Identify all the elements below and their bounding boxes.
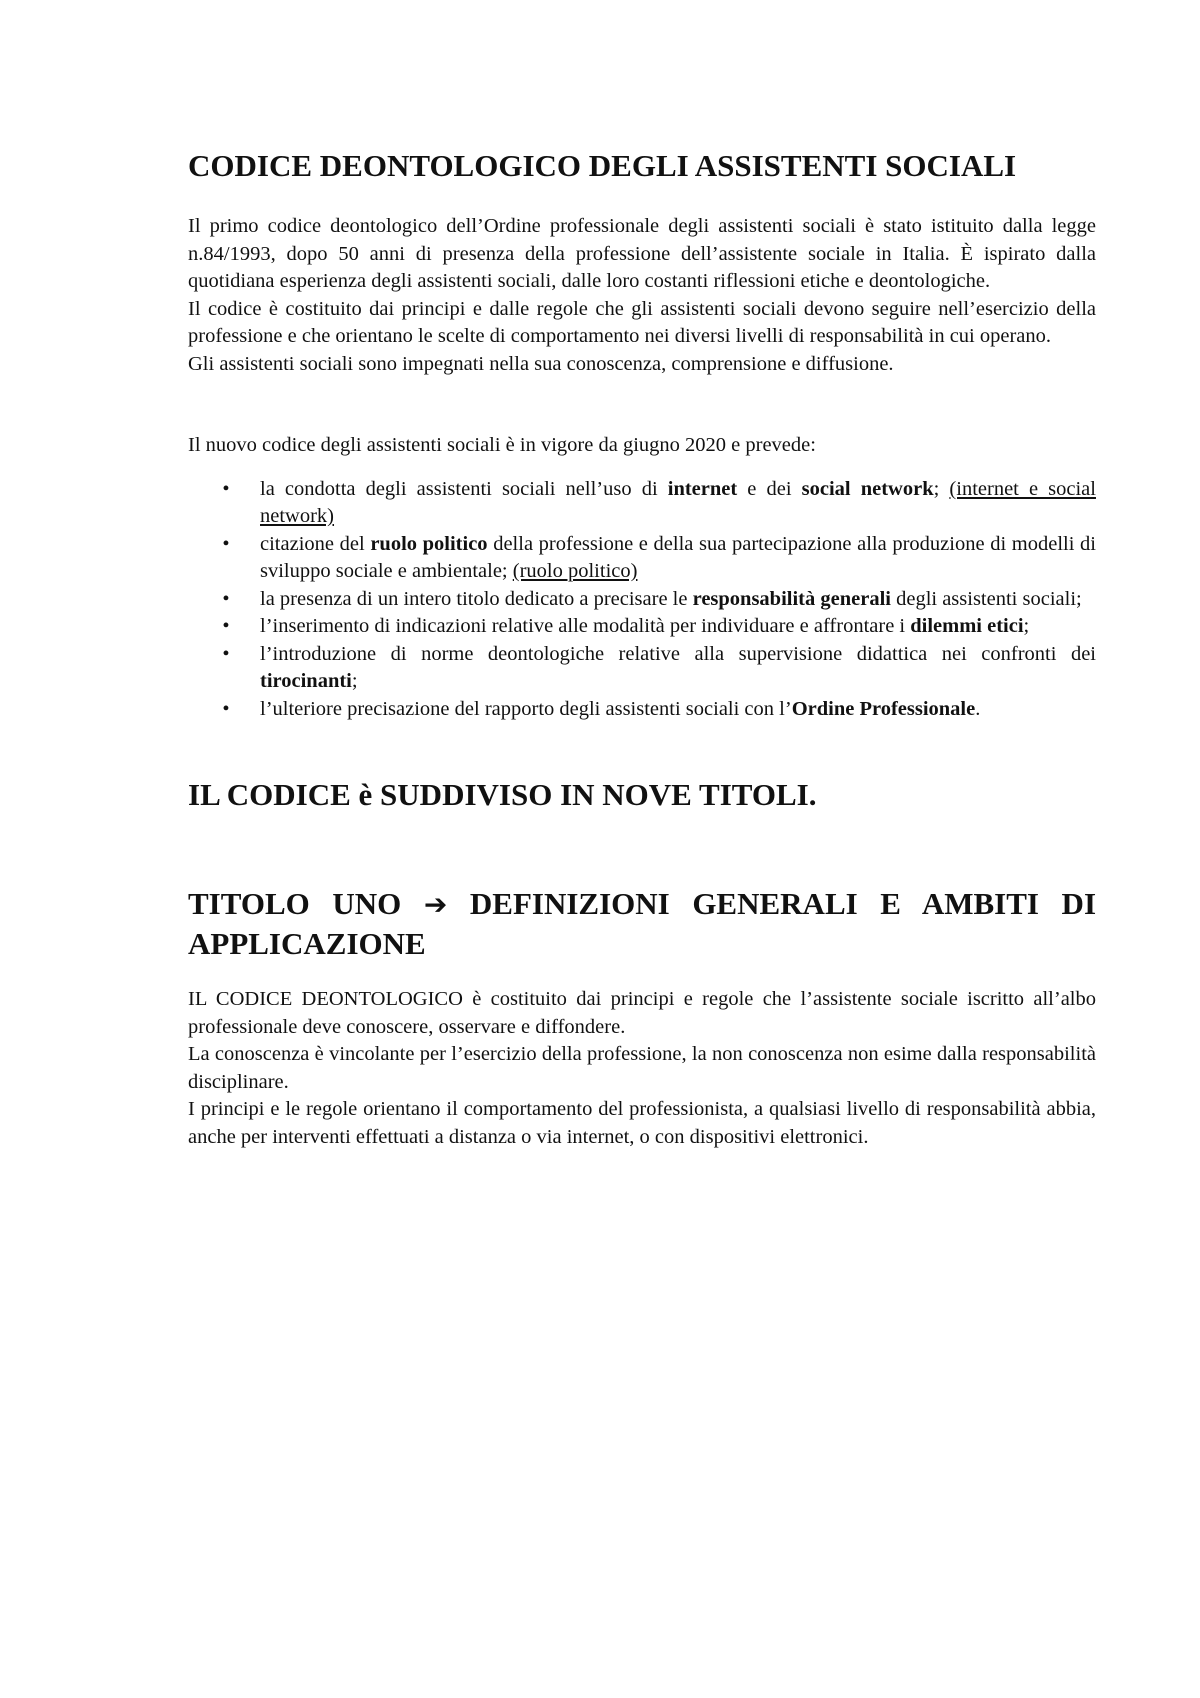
intro-paragraph-1: Il primo codice deontologico dell’Ordine professionale degli assistenti sociali è stato istituito dalla legge n.84/1993, dopo 50 anni di presenza della professione dell’assistente sociale in Italia. È ispirato dalla quotidiana esperienza degli assistenti sociali, dalle loro costanti riflessioni etiche e deontologiche. bbox=[188, 215, 1096, 292]
features-list bbox=[188, 476, 1096, 724]
item-bold: dilemmi etici bbox=[910, 615, 1024, 637]
bullet-icon: • bbox=[222, 697, 230, 720]
list-item bbox=[188, 696, 1096, 724]
list-item bbox=[188, 476, 1096, 531]
item-bold: tirocinanti bbox=[260, 670, 352, 692]
item-text: degli assistenti sociali; bbox=[890, 587, 1082, 610]
item-bold: internet bbox=[667, 477, 738, 500]
bullet-icon: • bbox=[222, 587, 230, 610]
right-arrow-icon: ➔ bbox=[423, 888, 448, 921]
internet-link[interactable]: (internet e social network) bbox=[260, 477, 1096, 527]
item-bold: responsabilità generali bbox=[692, 587, 891, 610]
item-text: della professione e della sua partecipazione alla produzione di modelli di sviluppo sociale e ambientale; bbox=[260, 532, 1097, 582]
item-text: ; bbox=[933, 477, 950, 500]
list-item bbox=[188, 531, 1096, 586]
intro-paragraph-2: Il codice è costituito dai principi e dalle regole che gli assistenti sociali devono seguire nell’esercizio della professione e che orientano le scelte di comportamento nei diversi livelli di responsabilità in cui operano. bbox=[188, 297, 1096, 347]
titolo-uno-paragraph-3: I principi e le regole orientano il comportamento del professionista, a qualsiasi livello di responsabilità abbia, anche per interventi effettuati a distanza o via internet, o con dispositivi elettronici. bbox=[188, 1098, 1096, 1148]
document-title: CODICE DEONTOLOGICO DEGLI ASSISTENTI SOCIALI bbox=[188, 148, 1017, 183]
ruolo-politico-link[interactable]: (ruolo politico) bbox=[512, 560, 638, 582]
item-text: ; bbox=[1023, 615, 1030, 637]
titolo-uno-heading bbox=[188, 884, 1096, 963]
titolo-uno-paragraph-1: IL CODICE DEONTOLOGICO è costituito dai principi e regole che l’assistente sociale iscritto all’albo professionale deve conoscere, osservare e diffondere. bbox=[188, 988, 1096, 1038]
item-bold: ruolo politico bbox=[370, 532, 488, 555]
item-text: ; bbox=[351, 670, 358, 692]
bullet-icon: • bbox=[222, 615, 230, 637]
titolo-uno-prefix: TITOLO UNO bbox=[188, 886, 424, 921]
item-text: l’ulteriore precisazione del rapporto degli assistenti sociali con l’ bbox=[260, 697, 792, 720]
titolo-uno-rest: DEFINIZIONI GENERALI E AMBITI DI APPLICAZIONE bbox=[188, 886, 1097, 961]
intro-paragraph-3: Gli assistenti sociali sono impegnati nella sua conoscenza, comprensione e diffusione. bbox=[188, 352, 894, 375]
item-text: l’inserimento di indicazioni relative alle modalità per individuare e affrontare i bbox=[260, 615, 911, 637]
new-code-lead: Il nuovo codice degli assistenti sociali è in vigore da giugno 2020 e prevede: bbox=[188, 434, 816, 456]
section-title: IL CODICE è SUDDIVISO IN NOVE TITOLI. bbox=[188, 777, 817, 812]
item-text: citazione del bbox=[260, 532, 371, 555]
item-text: e dei bbox=[737, 477, 802, 500]
titolo-uno-paragraph-2: La conoscenza è vincolante per l’esercizio della professione, la non conoscenza non esime dalla responsabilità disciplinare. bbox=[188, 1043, 1096, 1093]
bullet-icon: • bbox=[222, 642, 230, 665]
item-bold: social network bbox=[801, 477, 934, 500]
spacer bbox=[188, 378, 1096, 432]
item-text: l’introduzione di norme deontologiche relative alla supervisione didattica nei confronti dei bbox=[260, 642, 1096, 665]
item-bold: Ordine Professionale bbox=[791, 697, 976, 720]
bullet-icon: • bbox=[222, 477, 230, 500]
item-text: . bbox=[975, 697, 981, 720]
list-item bbox=[188, 613, 1096, 641]
item-text: la condotta degli assistenti sociali nell’uso di bbox=[260, 477, 668, 500]
list-item bbox=[188, 641, 1096, 696]
item-text: la presenza di un intero titolo dedicato a precisare le bbox=[260, 587, 693, 610]
titolo-uno-body bbox=[188, 986, 1096, 1151]
bullet-icon: • bbox=[222, 532, 230, 555]
list-item bbox=[188, 586, 1096, 614]
